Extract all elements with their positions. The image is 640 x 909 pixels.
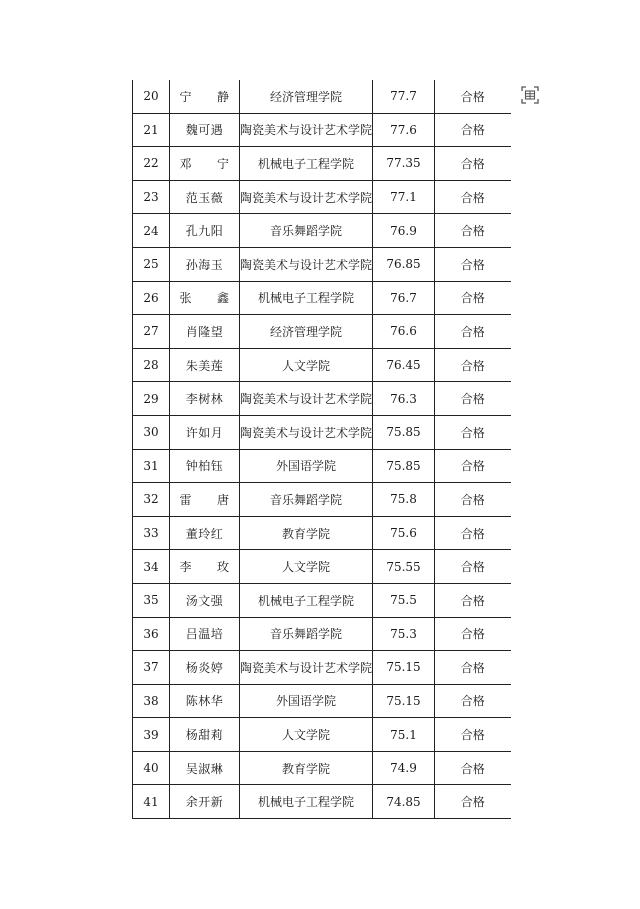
result-cell: 合格 — [435, 281, 511, 315]
table-row — [133, 315, 511, 349]
name-cell: 范玉薇 — [170, 180, 240, 214]
result-cell: 合格 — [435, 147, 511, 181]
name-cell: 董玲红 — [170, 516, 240, 550]
name-cell: 杨甜莉 — [170, 718, 240, 752]
row-number-cell: 25 — [133, 247, 170, 281]
college-cell: 音乐舞蹈学院 — [240, 617, 373, 651]
score-cell: 77.7 — [373, 80, 435, 113]
table-row — [133, 214, 511, 248]
results-table-body — [133, 80, 511, 819]
row-number-cell: 23 — [133, 180, 170, 214]
row-number-cell: 29 — [133, 382, 170, 416]
name-cell: 张 鑫 — [170, 281, 240, 315]
row-number-cell: 22 — [133, 147, 170, 181]
name-cell: 雷 唐 — [170, 483, 240, 517]
score-cell: 74.85 — [373, 785, 435, 819]
row-number-cell: 40 — [133, 751, 170, 785]
row-number-cell: 26 — [133, 281, 170, 315]
name-cell: 李 玫 — [170, 550, 240, 584]
table-row — [133, 751, 511, 785]
row-number-cell: 30 — [133, 415, 170, 449]
score-cell: 76.9 — [373, 214, 435, 248]
row-number-cell: 38 — [133, 684, 170, 718]
score-cell: 74.9 — [373, 751, 435, 785]
row-number-cell: 31 — [133, 449, 170, 483]
college-cell: 机械电子工程学院 — [240, 785, 373, 819]
table-row — [133, 684, 511, 718]
result-cell: 合格 — [435, 684, 511, 718]
row-number-cell: 36 — [133, 617, 170, 651]
score-cell: 75.85 — [373, 449, 435, 483]
table-row — [133, 382, 511, 416]
table-row — [133, 180, 511, 214]
result-cell: 合格 — [435, 550, 511, 584]
row-number-cell: 37 — [133, 651, 170, 685]
score-cell: 75.3 — [373, 617, 435, 651]
score-cell: 77.1 — [373, 180, 435, 214]
college-cell: 陶瓷美术与设计艺术学院 — [240, 247, 373, 281]
college-cell: 机械电子工程学院 — [240, 147, 373, 181]
college-cell: 机械电子工程学院 — [240, 281, 373, 315]
row-number-cell: 28 — [133, 348, 170, 382]
table-view-icon[interactable] — [521, 86, 539, 104]
results-table — [132, 80, 511, 819]
row-number-cell: 21 — [133, 113, 170, 147]
table-row — [133, 550, 511, 584]
score-cell: 75.85 — [373, 415, 435, 449]
result-cell: 合格 — [435, 718, 511, 752]
name-cell: 吕温培 — [170, 617, 240, 651]
score-cell: 77.35 — [373, 147, 435, 181]
name-cell: 陈林华 — [170, 684, 240, 718]
college-cell: 经济管理学院 — [240, 80, 373, 113]
score-cell: 75.15 — [373, 651, 435, 685]
name-cell: 余开新 — [170, 785, 240, 819]
table-row — [133, 583, 511, 617]
result-cell: 合格 — [435, 516, 511, 550]
table-row — [133, 617, 511, 651]
name-cell: 肖隆望 — [170, 315, 240, 349]
result-cell: 合格 — [435, 247, 511, 281]
college-cell: 音乐舞蹈学院 — [240, 483, 373, 517]
table-row — [133, 651, 511, 685]
table-row — [133, 247, 511, 281]
result-cell: 合格 — [435, 617, 511, 651]
name-cell: 杨炎婷 — [170, 651, 240, 685]
table-row — [133, 113, 511, 147]
name-cell: 李树林 — [170, 382, 240, 416]
college-cell: 人文学院 — [240, 718, 373, 752]
row-number-cell: 35 — [133, 583, 170, 617]
college-cell: 陶瓷美术与设计艺术学院 — [240, 113, 373, 147]
name-cell: 朱美莲 — [170, 348, 240, 382]
row-number-cell: 27 — [133, 315, 170, 349]
name-cell: 魏可遇 — [170, 113, 240, 147]
result-cell: 合格 — [435, 113, 511, 147]
result-cell: 合格 — [435, 214, 511, 248]
name-cell: 吴淑琳 — [170, 751, 240, 785]
score-cell: 76.85 — [373, 247, 435, 281]
college-cell: 音乐舞蹈学院 — [240, 214, 373, 248]
row-number-cell: 24 — [133, 214, 170, 248]
table-row — [133, 80, 511, 113]
score-cell: 76.45 — [373, 348, 435, 382]
table-row — [133, 348, 511, 382]
row-number-cell: 32 — [133, 483, 170, 517]
row-number-cell: 39 — [133, 718, 170, 752]
result-cell: 合格 — [435, 651, 511, 685]
name-cell: 孙海玉 — [170, 247, 240, 281]
score-cell: 75.6 — [373, 516, 435, 550]
result-cell: 合格 — [435, 751, 511, 785]
result-cell: 合格 — [435, 583, 511, 617]
college-cell: 教育学院 — [240, 751, 373, 785]
table-row — [133, 718, 511, 752]
table-row — [133, 449, 511, 483]
row-number-cell: 34 — [133, 550, 170, 584]
college-cell: 经济管理学院 — [240, 315, 373, 349]
college-cell: 人文学院 — [240, 348, 373, 382]
score-cell: 75.15 — [373, 684, 435, 718]
row-number-cell: 41 — [133, 785, 170, 819]
result-cell: 合格 — [435, 382, 511, 416]
score-cell: 75.1 — [373, 718, 435, 752]
college-cell: 陶瓷美术与设计艺术学院 — [240, 180, 373, 214]
score-cell: 76.7 — [373, 281, 435, 315]
result-cell: 合格 — [435, 785, 511, 819]
table-row — [133, 147, 511, 181]
result-cell: 合格 — [435, 415, 511, 449]
result-cell: 合格 — [435, 449, 511, 483]
score-cell: 75.5 — [373, 583, 435, 617]
name-cell: 许如月 — [170, 415, 240, 449]
score-cell: 76.6 — [373, 315, 435, 349]
college-cell: 人文学院 — [240, 550, 373, 584]
name-cell: 汤文强 — [170, 583, 240, 617]
college-cell: 陶瓷美术与设计艺术学院 — [240, 382, 373, 416]
row-number-cell: 33 — [133, 516, 170, 550]
score-cell: 75.8 — [373, 483, 435, 517]
row-number-cell: 20 — [133, 80, 170, 113]
result-cell: 合格 — [435, 315, 511, 349]
table-row — [133, 785, 511, 819]
result-cell: 合格 — [435, 483, 511, 517]
college-cell: 外国语学院 — [240, 449, 373, 483]
name-cell: 钟柏钰 — [170, 449, 240, 483]
table-row — [133, 516, 511, 550]
college-cell: 机械电子工程学院 — [240, 583, 373, 617]
name-cell: 宁 静 — [170, 80, 240, 113]
college-cell: 陶瓷美术与设计艺术学院 — [240, 415, 373, 449]
score-cell: 75.55 — [373, 550, 435, 584]
table-row — [133, 415, 511, 449]
result-cell: 合格 — [435, 348, 511, 382]
college-cell: 教育学院 — [240, 516, 373, 550]
name-cell: 邓 宁 — [170, 147, 240, 181]
table-row — [133, 483, 511, 517]
score-cell: 76.3 — [373, 382, 435, 416]
name-cell: 孔九阳 — [170, 214, 240, 248]
college-cell: 外国语学院 — [240, 684, 373, 718]
table-row — [133, 281, 511, 315]
result-cell: 合格 — [435, 180, 511, 214]
score-cell: 77.6 — [373, 113, 435, 147]
college-cell: 陶瓷美术与设计艺术学院 — [240, 651, 373, 685]
result-cell: 合格 — [435, 80, 511, 113]
